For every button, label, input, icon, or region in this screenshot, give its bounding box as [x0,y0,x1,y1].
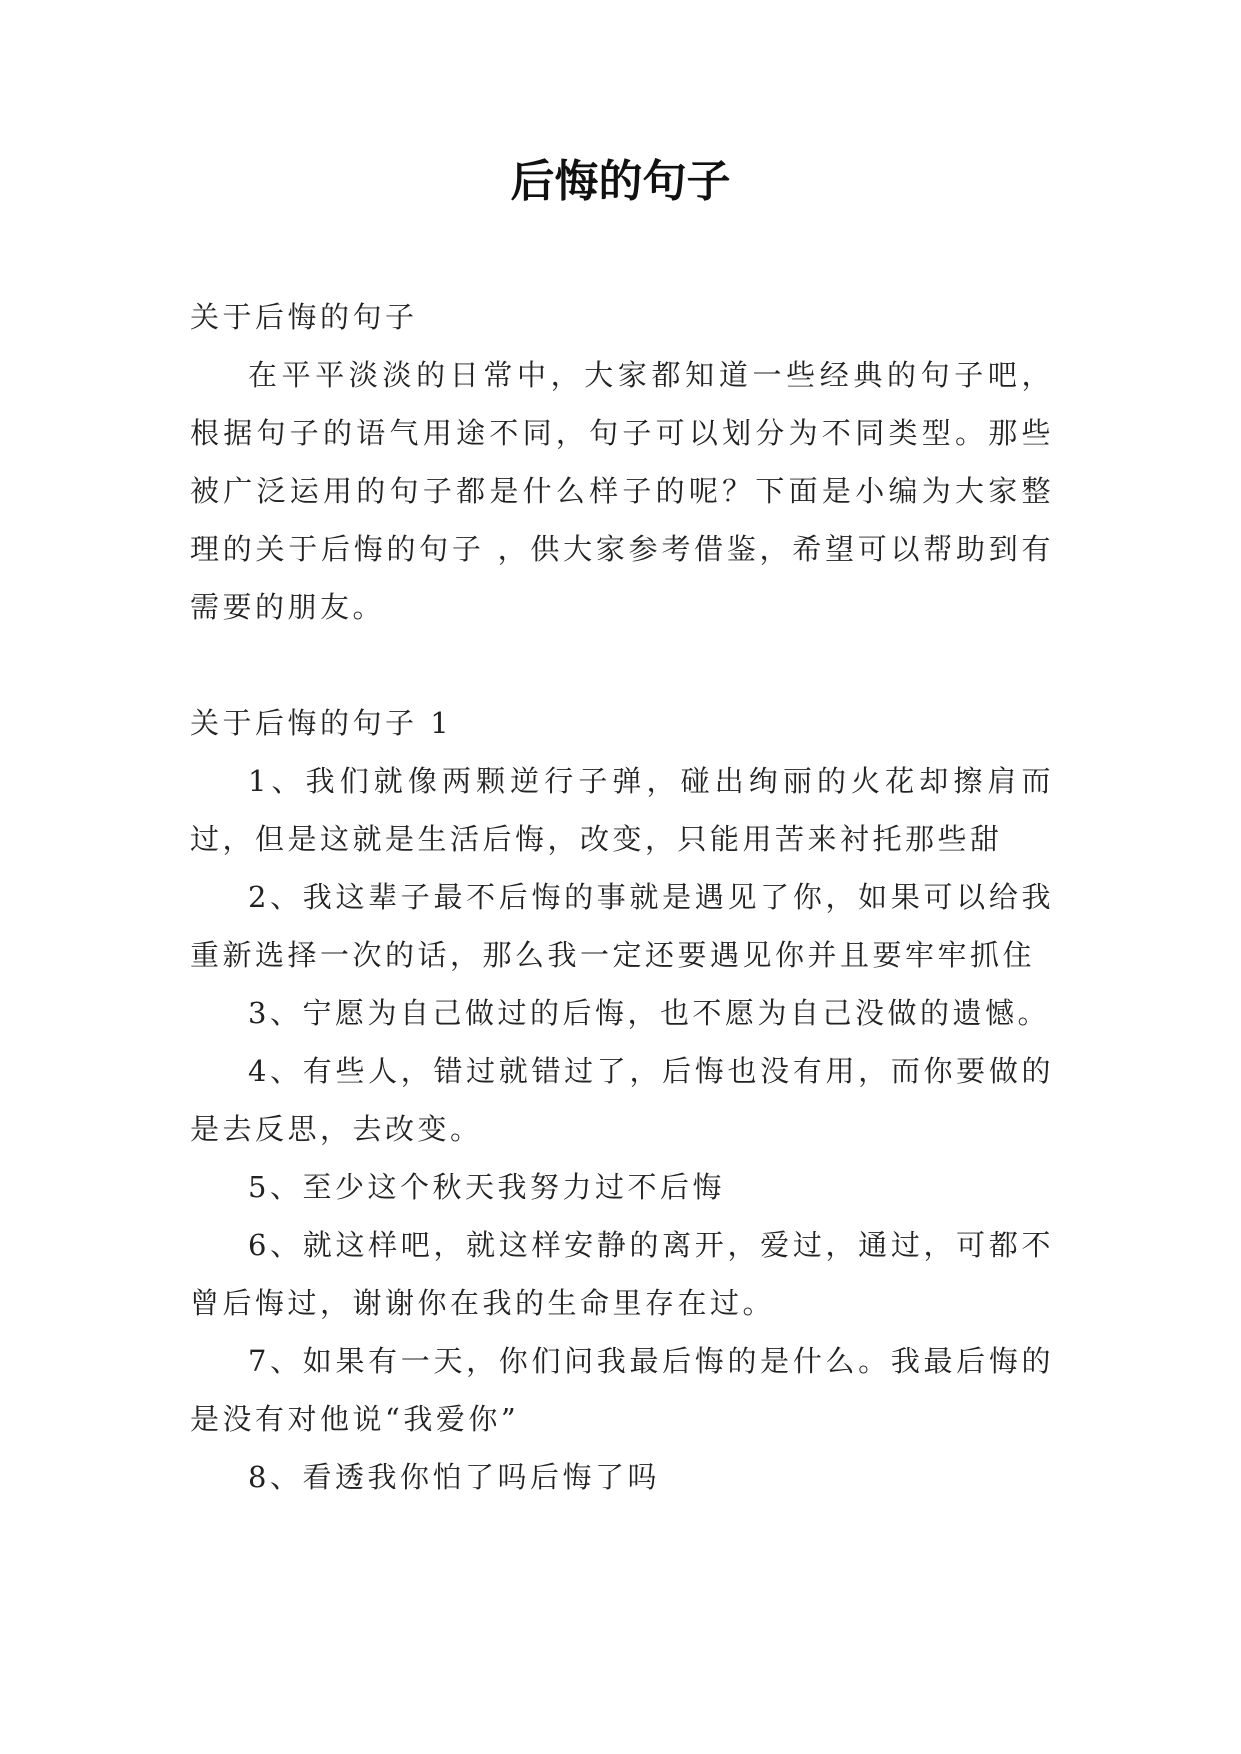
document-body [190,288,1054,1506]
list-item: 7、如果有一天，你们问我最后悔的是什么。我最后悔的是没有对他说“我爱你” [190,1344,1054,1436]
section-heading: 关于后悔的句子 1 [190,706,453,740]
list-item: 3、宁愿为自己做过的后悔，也不愿为自己没做的遗憾。 [248,996,1050,1030]
list-item: 4、有些人，错过就错过了，后悔也没有用，而你要做的是去反思，去改变。 [190,1054,1054,1146]
intro-paragraph: 在平平淡淡的日常中，大家都知道一些经典的句子吧，根据句子的语气用途不同，句子可以划分为不同类型。那些被广泛运用的句子都是什么样子的呢？下面是小编为大家整理的关于后悔的句子 ，供大家参考借鉴，希望可以帮助到有需要的朋友。 [190,358,1054,624]
document-title: 后悔的句子 [510,156,731,207]
intro-heading: 关于后悔的句子 [190,300,418,334]
list-item: 2、我这辈子最不后悔的事就是遇见了你，如果可以给我重新选择一次的话，那么我一定还要遇见你并且要牢牢抓住 [190,880,1054,972]
list-item: 6、就这样吧，就这样安静的离开，爱过，通过，可都不曾后悔过，谢谢你在我的生命里存在过。 [190,1228,1054,1320]
list-item: 1、我们就像两颗逆行子弹，碰出绚丽的火花却擦肩而过，但是这就是生活后悔，改变，只能用苦来衬托那些甜 [190,764,1054,856]
section-spacer [190,636,1054,694]
list-item: 8、看透我你怕了吗后悔了吗 [248,1460,660,1494]
list-item: 5、至少这个秋天我努力过不后悔 [248,1170,725,1204]
